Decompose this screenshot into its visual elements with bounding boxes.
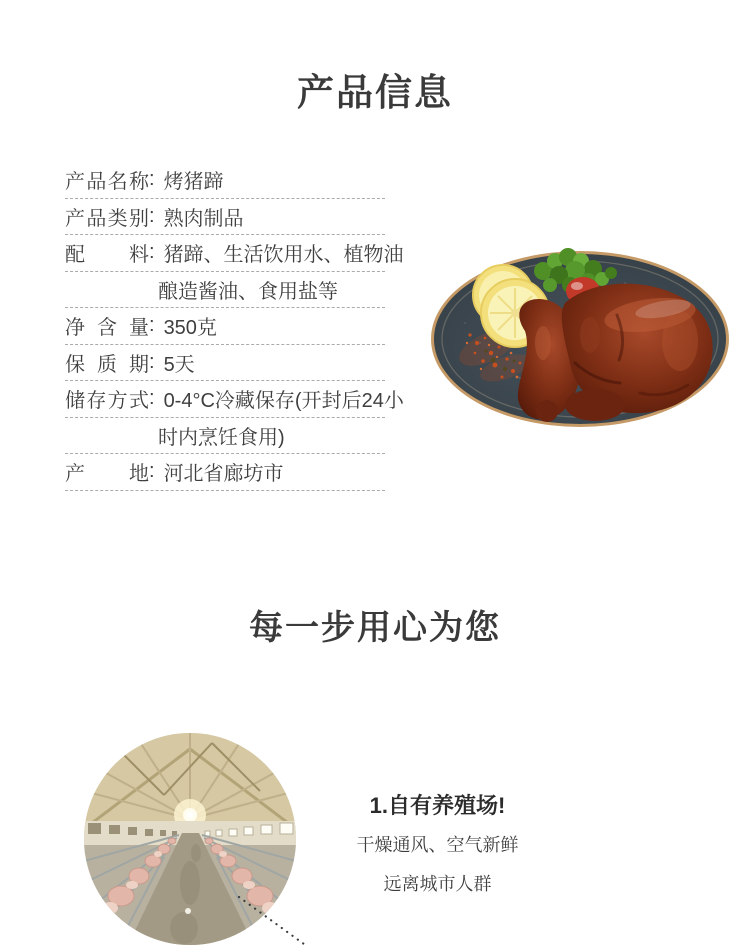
spec-value: 0-4°C冷藏保存(开封后24小 [163, 390, 404, 413]
spec-label: 储存方式 [65, 390, 149, 413]
feature-1-heading: 1.自有养殖场! [369, 793, 506, 818]
product-spec-table [65, 162, 404, 491]
dish-photo-graphic [425, 243, 735, 435]
section-title-steps: 每一步用心为您 [249, 609, 501, 647]
spec-value: 河北省廊坊市 [163, 463, 284, 486]
feature-1-line-2: 远离城市人群 [383, 874, 492, 894]
dotted-connector-line [232, 892, 314, 949]
spec-colon: : [149, 241, 155, 264]
spec-label: 保质期 [65, 353, 149, 376]
spec-value: 时内烹饪食用) [158, 426, 285, 449]
spec-label: 净含量 [65, 317, 149, 340]
section-title-product-info: 产品信息 [297, 72, 453, 113]
spec-colon: : [149, 350, 155, 373]
spec-colon: : [149, 314, 155, 337]
spec-value: 5天 [163, 353, 195, 376]
spec-label: 产品名称 [65, 171, 149, 194]
spec-value: 熟肉制品 [163, 207, 244, 230]
barn-roof-graphic [84, 733, 296, 833]
spec-row-product-name [65, 162, 385, 199]
dish-photo-image [425, 243, 735, 435]
feature-1-text-block [330, 789, 545, 909]
spec-label: 配料 [65, 244, 149, 267]
spec-value: 350克 [163, 317, 217, 340]
spec-value: 猪蹄、生活饮用水、植物油 [163, 244, 404, 267]
spec-label: 产地 [65, 463, 149, 486]
spec-row-storage-cont [65, 418, 385, 455]
spec-value: 烤猪蹄 [163, 171, 224, 194]
spec-row-product-category [65, 199, 385, 236]
spec-colon: : [149, 204, 155, 227]
spec-value: 酿造酱油、食用盐等 [158, 280, 338, 303]
spec-row-shelf-life [65, 345, 385, 382]
spec-colon: : [149, 460, 155, 483]
spec-row-ingredients [65, 235, 404, 272]
spec-row-net-weight [65, 308, 385, 345]
spec-row-storage [65, 381, 404, 418]
feature-1-line-1: 干燥通风、空气新鲜 [356, 835, 519, 855]
spec-colon: : [149, 168, 155, 191]
spec-row-ingredients-cont [65, 272, 385, 309]
spec-label: 产品类别 [65, 207, 149, 230]
spec-row-origin [65, 454, 385, 491]
spec-colon: : [149, 387, 155, 410]
